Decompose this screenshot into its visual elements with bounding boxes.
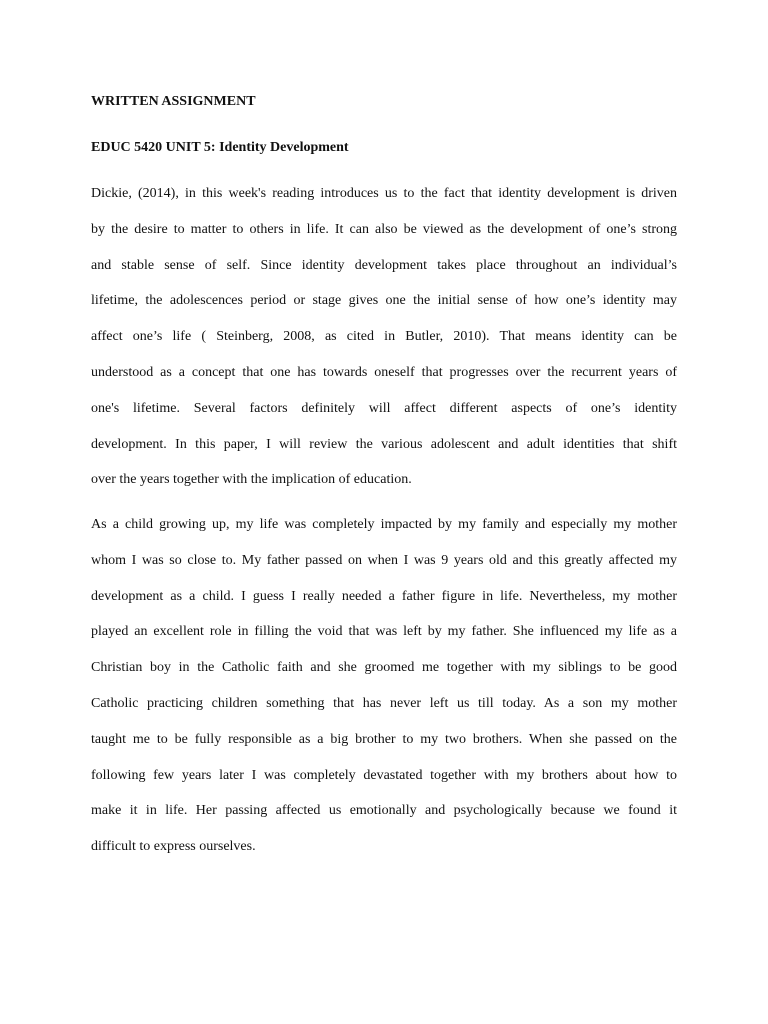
paragraph-line: understood as a concept that one has towards oneself that progresses over the recurrent years of <box>91 364 677 380</box>
paragraph-line: taught me to be fully responsible as a big brother to my two brothers. When she passed on the <box>91 731 677 747</box>
paragraph-line: As a child growing up, my life was completely impacted by my family and especially my mother <box>91 517 677 532</box>
paragraph-line: and stable sense of self. Since identity development takes place throughout an individual’s <box>91 257 677 273</box>
paragraph-childhood <box>91 507 677 865</box>
paragraph-line: affect one’s life ( Steinberg, 2008, as cited in Butler, 2010). That means identity can be <box>91 329 677 345</box>
paragraph-line: difficult to express ourselves. <box>91 839 256 855</box>
paragraph-line: by the desire to matter to others in life. It can also be viewed as the development of one’s strong <box>91 221 677 237</box>
paragraph-introduction <box>91 176 677 498</box>
paragraph-line: development. In this paper, I will review the various adolescent and adult identities that shift <box>91 436 677 452</box>
paragraph-line: one's lifetime. Several factors definitely will affect different aspects of one’s identity <box>91 400 677 416</box>
paragraph-line: development as a child. I guess I really needed a father figure in life. Nevertheless, my mother <box>91 588 677 604</box>
paragraph-line: Dickie, (2014), in this week's reading introduces us to the fact that identity development is driven <box>91 186 677 201</box>
paragraph-line: Christian boy in the Catholic faith and she groomed me together with my siblings to be good <box>91 660 677 676</box>
paragraph-line: Catholic practicing children something that has never left us till today. As a son my mother <box>91 695 677 711</box>
paragraph-line: over the years together with the implication of education. <box>91 472 412 488</box>
paragraph-line: played an excellent role in filling the void that was left by my father. She influenced my life as a <box>91 624 677 640</box>
paragraph-line: whom I was so close to. My father passed on when I was 9 years old and this greatly affected my <box>91 552 677 568</box>
assignment-heading: WRITTEN ASSIGNMENT <box>91 94 256 109</box>
paragraph-line: lifetime, the adolescences period or stage gives one the initial sense of how one’s identity may <box>91 293 677 309</box>
paragraph-line: following few years later I was completely devastated together with my brothers about how to <box>91 767 677 783</box>
course-unit-heading: EDUC 5420 UNIT 5: Identity Development <box>91 140 349 155</box>
paragraph-line: make it in life. Her passing affected us emotionally and psychologically because we found it <box>91 803 677 819</box>
